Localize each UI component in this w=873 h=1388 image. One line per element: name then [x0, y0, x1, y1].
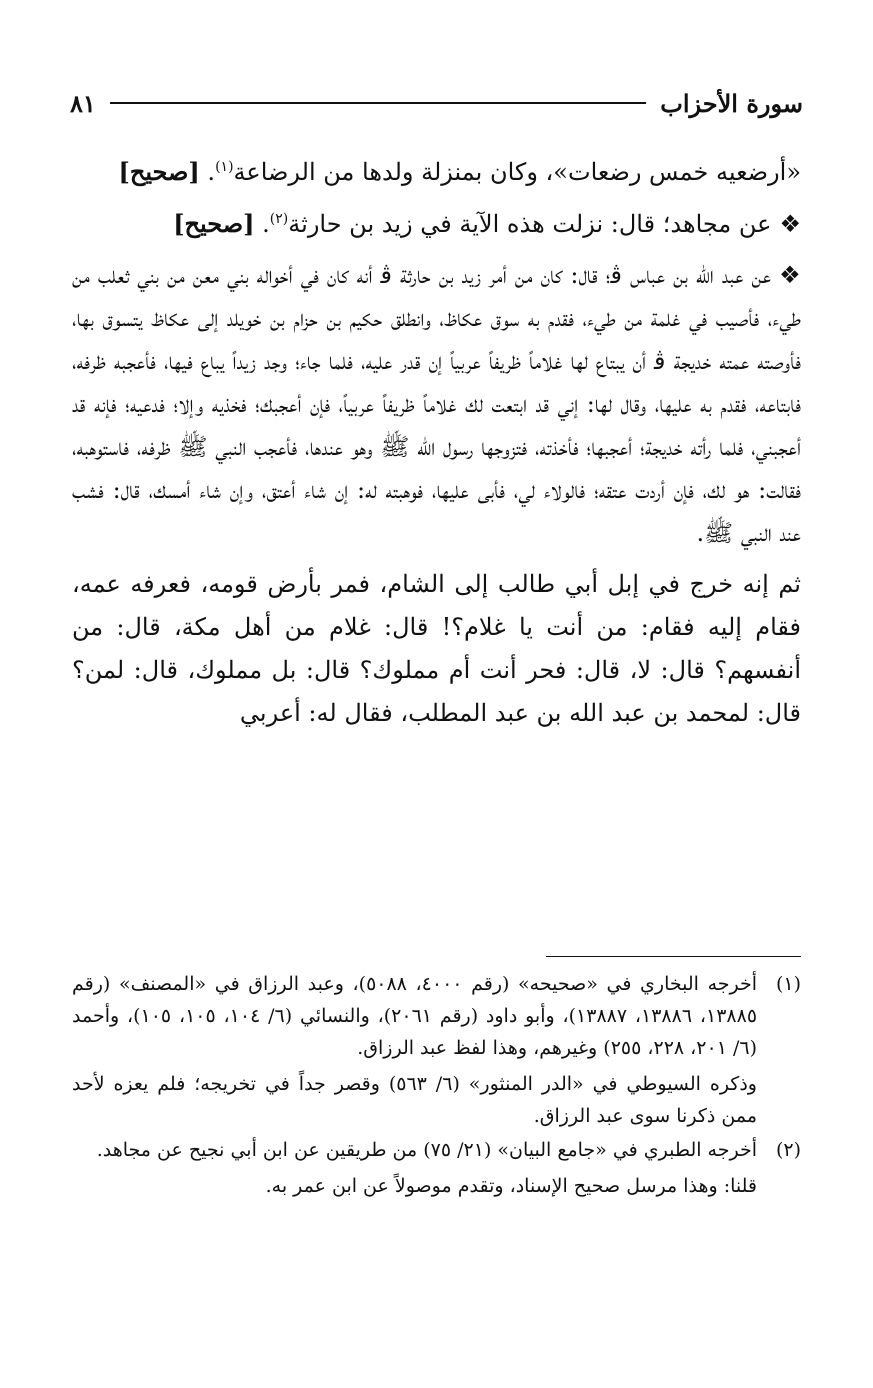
footnote-1 [72, 968, 801, 1132]
footnote-extra: قلنا: وهذا مرسل صحيح الإسناد، وتقدم موصولاً عن ابن عمر به. [265, 1175, 757, 1197]
footnote-number: (٢) [775, 1139, 801, 1161]
paragraph-1 [72, 150, 801, 194]
main-text [72, 150, 801, 735]
footnote-ref-2[interactable]: (٢) [269, 211, 289, 227]
footnote-ref-1[interactable]: (١) [215, 159, 234, 175]
footnote-text: أخرجه الطبري في «جامع البيان» (٢١/ ٧٥) من طريقين عن ابن أبي نجيح عن مجاهد. [96, 1139, 757, 1161]
bullet-icon: ❖ [779, 261, 802, 289]
paragraph-1-text: «أرضعيه خمس رضعات»، وكان بمنزلة ولدها من الرضاعة [233, 158, 801, 186]
paragraph-2-end: . [254, 210, 270, 238]
footnote-2 [72, 1134, 801, 1202]
paragraph-2-text: عن مجاهد؛ قال: نزلت هذه الآية في زيد بن حارثة [288, 210, 772, 238]
grade-tag-1: [صحيح] [118, 157, 200, 186]
surah-title: سورة الأحزاب [660, 88, 803, 118]
footnote-extra: وذكره السيوطي في «الدر المنثور» (٦/ ٥٦٣) وقصر جداً في تخريجه؛ فلم يعزه لأحد ممن ذكرنا سوى عبد الرزاق. [72, 1073, 757, 1127]
footnotes [72, 968, 801, 1202]
grade-tag-2: [صحيح] [173, 209, 255, 238]
header-rule [110, 102, 646, 104]
paragraph-3-text: عن عبد الله بن عباس ﭬ؛ قال: كان من أمر زيد بن حارثة ﭬ أنه كان في أخواله بني معن من بني ثعلب من طيء، فأصيب في غلمة من طيء، فقدم به سوق عكاظ، وانطلق حكيم بن حزام بن خويلد إلى عكاظ يتسوق بها، فأوصته عمته خديجة ﭬ أن يبتاع لها غلاماً ظريفاً عربياً إن قدر عليه، فلما جاء؛ وجد زيداً يباع فيها، فأعجبه ظرفه، فابتاعه، فقدم به عليها، وقال لها: إني قد ابتعت لك غلاماً ظريفاً عربياً، فإن أعجبك؛ فخذيه وإلا؛ فدعيه؛ فإنه قد أعجبني، فلما رأته خديجة؛ أعجبها؛ فأخذته، فتزوجها رسول الله ﷺ وهو عندها، فأعجب النبي ﷺ ظرفه، فاستوهبه، فقالت: هو لك، فإن أردت عتقه؛ فالولاء لي، فأبى عليها، فوهبته له: إن شاء أعتق، وإن شاء أمسك، قال: فشب عند النبي ﷺ. [72, 261, 802, 547]
bullet-icon: ❖ [779, 210, 801, 238]
running-header [70, 88, 803, 118]
paragraph-4-text: ثم إنه خرج في إبل أبي طالب إلى الشام، فمر بأرض قومه، فعرفه عمه، فقام إليه فقام: من أنت يا غلام؟! قال: غلام من أهل مكة، قال: من أنفسهم؟ قال: لا، قال: فحر أنت أم مملوك؟ قال: بل مملوك، قال: لمن؟ قال: لمحمد بن عبد الله بن عبد المطلب، فقال له: أعربي [72, 570, 801, 727]
paragraph-1-end: . [199, 158, 216, 186]
paragraph-4 [72, 563, 801, 735]
footnote-number: (١) [775, 973, 801, 995]
paragraph-2 [72, 202, 801, 246]
footnote-text: أخرجه البخاري في «صحيحه» (رقم ٤٠٠٠، ٥٠٨٨)، وعبد الرزاق في «المصنف» (رقم ١٣٨٨٥، ١٣٨٨٦، ١٣٨٨٧)، وأبو داود (رقم ٢٠٦١)، والنسائي (٦/ ١٠٤، ١٠٥، ١٠٥)، وأحمد (٦/ ٢٠١، ٢٢٨، ٢٥٥) وغيرهم، وهذا لفظ عبد الرزاق. [72, 973, 758, 1059]
page-number: ٨١ [70, 88, 96, 118]
paragraph-3 [72, 254, 801, 555]
footnote-divider [546, 956, 801, 957]
